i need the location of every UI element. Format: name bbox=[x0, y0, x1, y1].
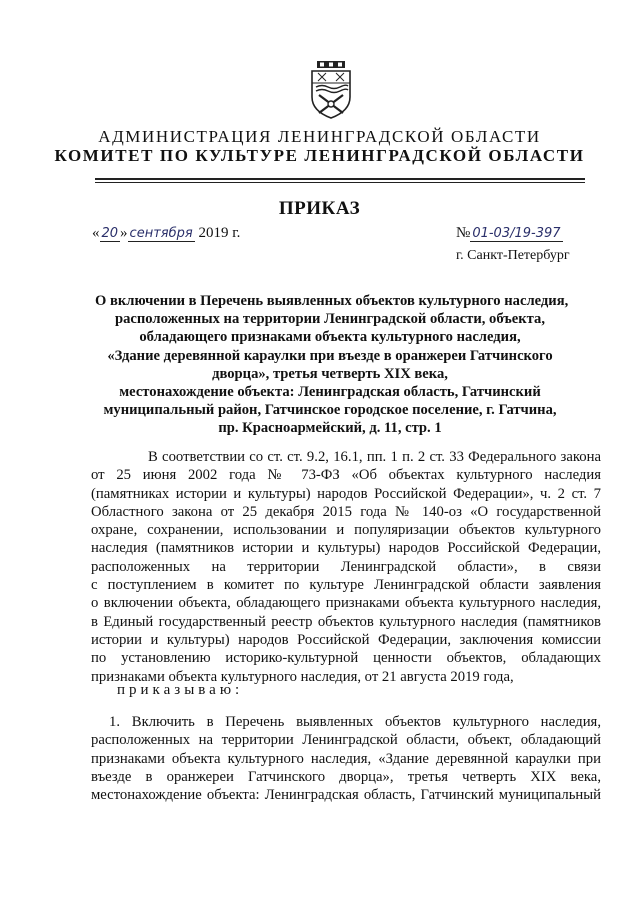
item-1-line: признаками объекта культурного наследия, «Здание деревянной караулки при bbox=[91, 750, 601, 767]
preamble-line: с поступлением в комитет по культуре Ленинградской области заявления bbox=[91, 577, 601, 594]
item-1-line: 1. Включить в Перечень выявленных объектов культурного наследия, bbox=[109, 714, 601, 730]
order-subject bbox=[95, 292, 569, 438]
preamble-line: признаками объекта культурного наследия, от 21 августа 2019 года, bbox=[91, 668, 514, 685]
issue-city: г. Санкт-Петербург bbox=[456, 248, 570, 263]
document-title: ПРИКАЗ bbox=[278, 198, 361, 219]
subject-line: дворца», третья четверть XIX века, bbox=[212, 365, 448, 382]
preamble-line: В соответствии со ст. ст. 9.2, 16.1, пп. 1 п. 2 ст. 33 Федерального закона bbox=[148, 449, 601, 465]
preamble-line: истории и культуры) народов Российской Федерации, заключения комиссии bbox=[91, 631, 601, 648]
subject-line: «Здание деревянной караулки при въезде в оранжереи Гатчинского bbox=[107, 347, 553, 364]
item-1-paragraph bbox=[91, 713, 601, 804]
number-sign: № bbox=[456, 225, 471, 241]
order-date bbox=[92, 225, 240, 242]
date-year: 2019 г. bbox=[198, 225, 241, 241]
preamble-line: расположенных на территории Ленинградской области», в связи bbox=[91, 558, 601, 575]
subject-line: муниципальный район, Гатчинское городское поселение, г. Гатчина, bbox=[103, 402, 557, 419]
item-1-line: расположенных на территории Ленинградской области, объект, обладающий bbox=[91, 732, 601, 749]
coat-of-arms-icon bbox=[308, 61, 354, 119]
item-1-line: местонахождение объекта: Ленинградская область, Гатчинский муниципальный bbox=[91, 787, 601, 804]
header-rule-thin bbox=[95, 182, 585, 183]
preamble-line: от 25 июня 2002 года № 73-ФЗ «Об объектах культурного наследия bbox=[91, 467, 601, 484]
order-word: приказываю: bbox=[117, 682, 244, 698]
subject-line: расположенных на территории Ленинградской области, объекта, bbox=[115, 311, 545, 328]
preamble-line: (памятниках истории и культуры) народов Российской Федерации», ч. 2 ст. 7 bbox=[91, 485, 601, 502]
date-close-quote: » bbox=[120, 225, 128, 241]
date-day: 20 bbox=[101, 226, 119, 241]
number-value: 01-03/19-397 bbox=[472, 226, 561, 241]
organization-name: АДМИНИСТРАЦИЯ ЛЕНИНГРАДСКОЙ ОБЛАСТИ bbox=[98, 127, 541, 146]
subject-line: О включении в Перечень выявленных объектов культурного наследия, bbox=[95, 293, 569, 309]
subject-line: местонахождение объекта: Ленинградская область, Гатчинский bbox=[119, 384, 541, 401]
preamble-paragraph bbox=[91, 448, 601, 686]
preamble-line: наследия (памятников истории и культуры) народов Российской Федерации, bbox=[91, 540, 601, 557]
header-rule-thick bbox=[95, 178, 585, 180]
preamble-line: в Единый государственный реестр объектов культурного наследия (памятников bbox=[91, 613, 601, 630]
committee-name: КОМИТЕТ ПО КУЛЬТУРЕ ЛЕНИНГРАДСКОЙ ОБЛАСТИ bbox=[54, 146, 585, 165]
preamble-line: охране, сохранении, использовании и популяризации объектов культурного bbox=[91, 522, 601, 539]
date-open-quote: « bbox=[92, 225, 100, 241]
order-number bbox=[456, 225, 563, 242]
date-month: сентября bbox=[129, 226, 193, 241]
subject-line: пр. Красноармейский, д. 11, стр. 1 bbox=[218, 420, 442, 437]
preamble-line: по установлению историко-культурной ценности объектов, обладающих bbox=[91, 650, 601, 667]
preamble-line: Областного закона от 25 декабря 2015 года № 140-оз «О государственной bbox=[91, 503, 601, 520]
preamble-line: о включении объекта, обладающего признаками объекта культурного наследия, bbox=[91, 595, 601, 612]
subject-line: обладающего признаками объекта культурного наследия, bbox=[139, 329, 521, 346]
item-1-line: въезде в оранжереи Гатчинского дворца», третья четверть XIX века, bbox=[91, 768, 601, 785]
